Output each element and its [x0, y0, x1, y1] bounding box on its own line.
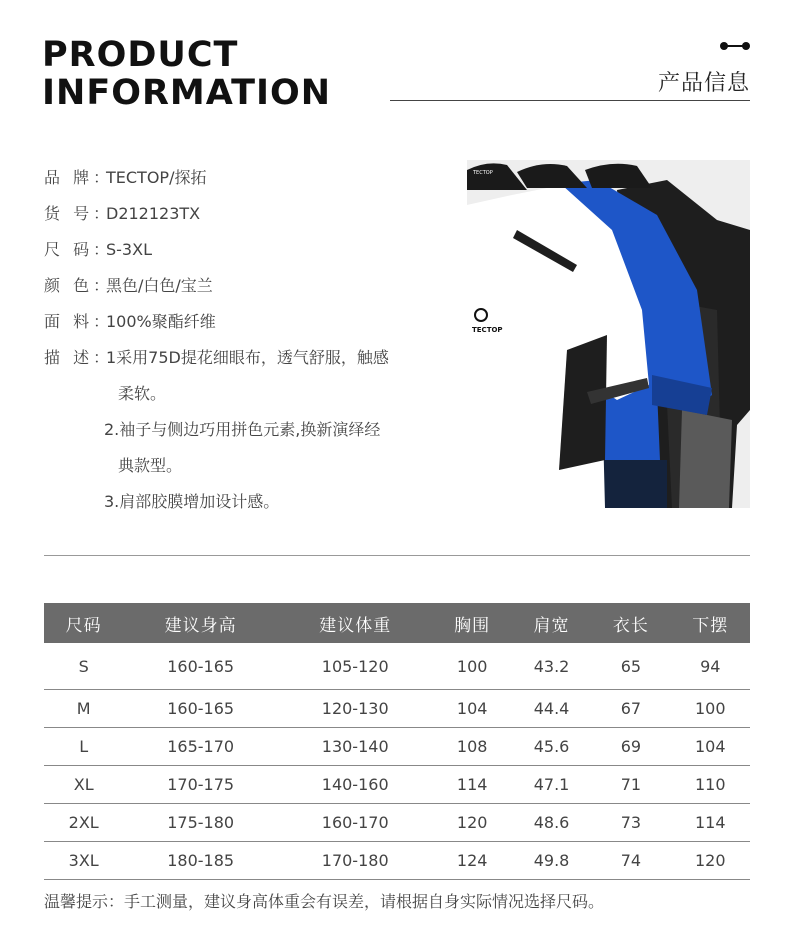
- table-cell: 71: [591, 766, 670, 804]
- info-row-color: [44, 268, 444, 304]
- info-row-description: [44, 340, 444, 376]
- col-header-weight: 建议体重: [278, 603, 433, 643]
- title-line-product: PRODUCT: [42, 35, 239, 75]
- tshirts-illustration: [467, 160, 750, 508]
- info-label: 面 料：: [44, 312, 114, 331]
- table-cell: 160-165: [123, 690, 278, 728]
- info-value: 100%聚酯纤维: [106, 312, 216, 331]
- description-line: 2.袖子与侧边巧用拼色元素,换新演绎经: [104, 420, 381, 439]
- info-label: 尺 码：: [44, 240, 114, 259]
- table-cell: 47.1: [512, 766, 591, 804]
- info-label: 颜 色：: [44, 276, 114, 295]
- table-row: [44, 766, 750, 804]
- table-row: [44, 728, 750, 766]
- table-cell: 94: [671, 643, 750, 690]
- description-line-row: [44, 376, 444, 412]
- table-cell: 65: [591, 643, 670, 690]
- table-row: [44, 804, 750, 842]
- col-header-hem: 下摆: [671, 603, 750, 643]
- table-cell: 114: [432, 766, 511, 804]
- size-table: [44, 603, 750, 880]
- table-cell: 180-185: [123, 842, 278, 880]
- table-cell: 120: [432, 804, 511, 842]
- table-cell: 140-160: [278, 766, 433, 804]
- table-row: [44, 643, 750, 690]
- table-cell: S: [44, 643, 123, 690]
- shirt-logo-text: TECTOP: [472, 326, 503, 334]
- info-value: S-3XL: [106, 240, 152, 259]
- info-row-material: [44, 304, 444, 340]
- col-header-length: 衣长: [591, 603, 670, 643]
- info-row-item-no: [44, 196, 444, 232]
- measurement-tip: 温馨提示：手工测量，建议身高体重会有误差，请根据自身实际情况选择尺码。: [44, 892, 605, 911]
- table-cell: 67: [591, 690, 670, 728]
- description-line-row: [44, 412, 444, 448]
- page-title: [42, 36, 331, 112]
- table-cell: L: [44, 728, 123, 766]
- table-cell: XL: [44, 766, 123, 804]
- table-cell: 160-170: [278, 804, 433, 842]
- table-cell: 170-175: [123, 766, 278, 804]
- table-cell: 48.6: [512, 804, 591, 842]
- table-cell: 74: [591, 842, 670, 880]
- col-header-shoulder: 肩宽: [512, 603, 591, 643]
- description-line-row: [44, 448, 444, 484]
- col-header-chest: 胸围: [432, 603, 511, 643]
- table-row: [44, 690, 750, 728]
- table-cell: 104: [671, 728, 750, 766]
- table-cell: 100: [671, 690, 750, 728]
- info-value: D212123TX: [106, 204, 201, 223]
- table-cell: 69: [591, 728, 670, 766]
- info-label: 品 牌：: [44, 168, 114, 187]
- section-divider: [44, 555, 750, 556]
- table-cell: 44.4: [512, 690, 591, 728]
- table-cell: 45.6: [512, 728, 591, 766]
- table-cell: 3XL: [44, 842, 123, 880]
- info-row-size: [44, 232, 444, 268]
- table-cell: 124: [432, 842, 511, 880]
- table-cell: 110: [671, 766, 750, 804]
- table-cell: 114: [671, 804, 750, 842]
- table-cell: 160-165: [123, 643, 278, 690]
- description-line-row: [44, 484, 444, 520]
- table-cell: 105-120: [278, 643, 433, 690]
- table-cell: 120-130: [278, 690, 433, 728]
- section-title-cn: 产品信息: [657, 71, 750, 96]
- col-header-size: 尺码: [44, 603, 123, 643]
- table-cell: 2XL: [44, 804, 123, 842]
- description-line: 1采用75D提花细眼布，透气舒服，触感: [106, 348, 389, 367]
- table-cell: M: [44, 690, 123, 728]
- table-cell: 175-180: [123, 804, 278, 842]
- decorative-dots-icon: [720, 41, 750, 51]
- product-info: [44, 160, 444, 520]
- table-cell: 49.8: [512, 842, 591, 880]
- table-cell: 130-140: [278, 728, 433, 766]
- info-label: 货 号：: [44, 204, 114, 223]
- table-cell: 104: [432, 690, 511, 728]
- table-cell: 165-170: [123, 728, 278, 766]
- table-row: [44, 842, 750, 880]
- title-line-information: INFORMATION: [42, 73, 332, 113]
- info-row-brand: [44, 160, 444, 196]
- info-label: 描 述：: [44, 348, 114, 367]
- description-line: 典款型。: [118, 456, 183, 475]
- hanger-logo-text: TECTOP: [473, 170, 493, 176]
- info-value: TECTOP/探拓: [106, 168, 207, 187]
- table-cell: 73: [591, 804, 670, 842]
- table-cell: 100: [432, 643, 511, 690]
- table-cell: 43.2: [512, 643, 591, 690]
- table-header-row: [44, 603, 750, 643]
- info-value: 黑色/白色/宝兰: [106, 276, 213, 295]
- description-line: 柔软。: [118, 384, 167, 403]
- col-header-height: 建议身高: [123, 603, 278, 643]
- table-cell: 170-180: [278, 842, 433, 880]
- table-cell: 120: [671, 842, 750, 880]
- description-line: 3.肩部胶膜增加设计感。: [104, 492, 280, 511]
- table-cell: 108: [432, 728, 511, 766]
- header-divider: [390, 100, 750, 101]
- product-photo: [467, 160, 750, 508]
